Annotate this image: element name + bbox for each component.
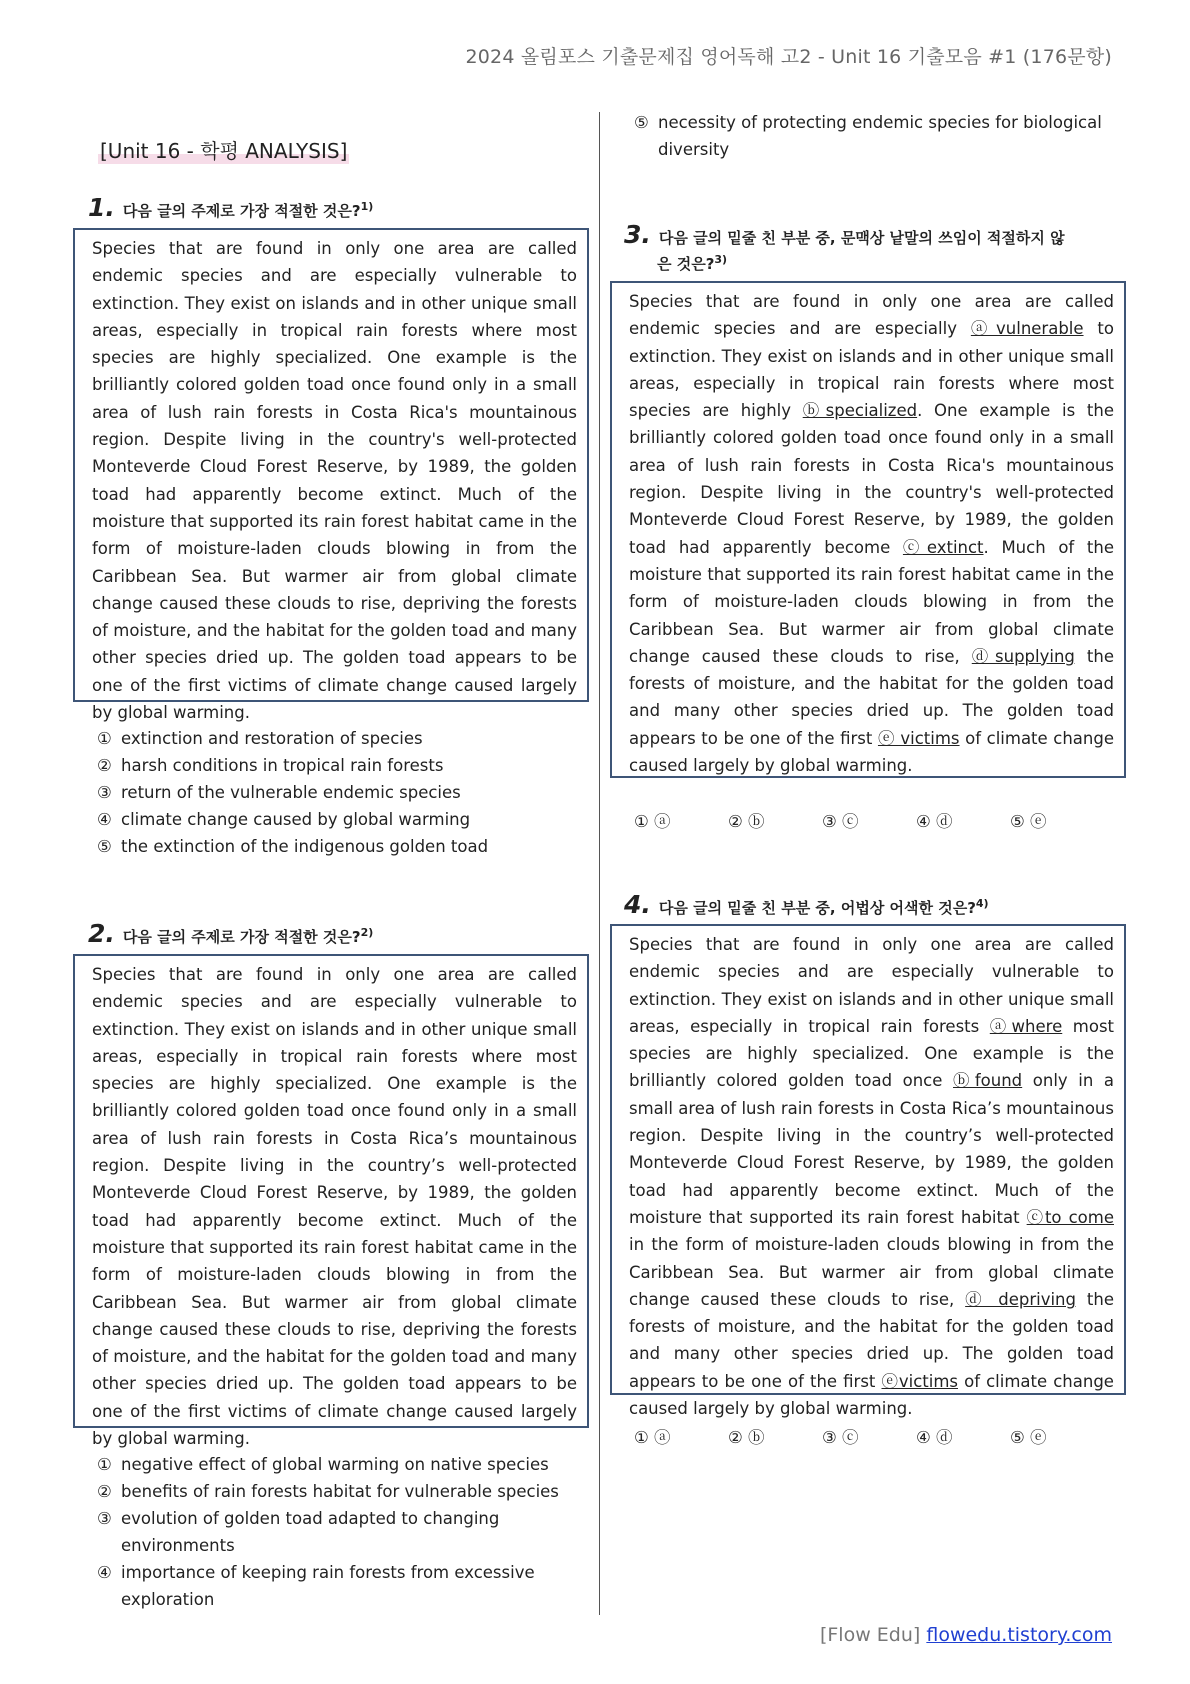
q3-choices (634, 808, 1104, 832)
q2-option-3[interactable]: ③ evolution of golden toad adapted to changing (97, 1509, 500, 1528)
q4-underline-e: ⓔvictims (881, 1371, 958, 1391)
q1-option-5[interactable]: ⑤ the extinction of the indigenous golden toad (97, 837, 489, 856)
q4-underline-d: ⓓ depriving (965, 1289, 1076, 1309)
q3-choice-2[interactable]: ② ⓑ (728, 812, 765, 831)
q3-underline-a: ⓐvulnerable (970, 319, 1084, 339)
q1-footnote: 1) (360, 200, 374, 213)
q2-option-3-cont: environments (121, 1536, 235, 1555)
q2-passage-box (73, 954, 589, 1449)
q4-underline-c: ⓒto come (1026, 1207, 1114, 1227)
q2-options (97, 1451, 559, 1613)
q3-number: 3. (624, 220, 651, 249)
q1-passage-box (73, 228, 589, 723)
q4-choice-1[interactable]: ① ⓐ (634, 1428, 671, 1447)
q4-passage: Species that are found in only one area are called endemic species and are especially vulnerable to extinction. They exist on islands and in other unique small areas, especially in tropical rain forests ⓐwhere most species are highly specialized. One example is the brilliantly colored golden toad once ⓑfound only in a small area of lush rain forests in Costa Rica’s mountainous region. Despite living in the country’s well-protected Monteverde Cloud Forest Reserve, by 1989, the golden toad had apparently become extinct. Much of the moisture that supported its rain forest habitat ⓒto come in the form of moisture-laden clouds blowing in from the Caribbean Sea. But warmer air from global climate change caused these clouds to rise, ⓓ depriving the forests of moisture, and the habitat for the golden toad and many other species dried up. The golden toad appears to be one of the first ⓔvictims of climate change caused largely by global warming. (629, 935, 1115, 1419)
q2-footnote: 2) (360, 926, 374, 939)
q1-options (97, 725, 488, 860)
q4-choice-5[interactable]: ⑤ ⓔ (1010, 1428, 1047, 1447)
q4-choices (634, 1424, 1104, 1448)
q1-number: 1. (88, 193, 115, 222)
document-footer (820, 1624, 1112, 1646)
q2-prompt: 다음 글의 주제로 가장 적절한 것은? (122, 928, 361, 946)
q1-option-2[interactable]: ② harsh conditions in tropical rain forests (97, 756, 444, 775)
q3-underline-e: ⓔ victims (877, 728, 960, 748)
q4-underline-b: ⓑfound (953, 1071, 1023, 1091)
q4-passage-box (610, 924, 1126, 1419)
q3-choice-4[interactable]: ④ ⓓ (916, 812, 953, 831)
q3-choice-1[interactable]: ① ⓐ (634, 812, 671, 831)
q4-heading (624, 890, 989, 919)
q4-prompt: 다음 글의 밑줄 친 부분 중, 어법상 어색한 것은? (658, 899, 976, 917)
q4-choice-4[interactable]: ④ ⓓ (916, 1428, 953, 1447)
q2-heading (88, 919, 374, 948)
footer-link[interactable]: flowedu.tistory.com (926, 1624, 1112, 1646)
q1-heading (88, 193, 374, 222)
q1-passage: Species that are found in only one area are called endemic species and are especially vulnerable to extinction. They exist on islands and in other unique small areas, especially in tropical rain forests where most species are highly specialized. One example is the brilliantly colored golden toad once found only in a small area of lush rain forests in Costa Rica's mountainous region. Despite living in the country's well-protected Monteverde Cloud Forest Reserve, by 1989, the golden toad had apparently become extinct. Much of the moisture that supported its rain forest habitat came in the form of moisture-laden clouds blowing in from the Caribbean Sea. But warmer air from global climate change caused these clouds to rise, depriving the forests of moisture, and the habitat for the golden toad and many other species dried up. The golden toad appears to be one of the first victims of climate change caused largely by global warming. (92, 239, 577, 723)
q2-passage: Species that are found in only one area are called endemic species and are especially vulnerable to extinction. They exist on islands and in other unique small areas, especially in tropical rain forests where most species are highly specialized. One example is the brilliantly colored golden toad once found only in a small area of lush rain forests in Costa Rica’s mountainous region. Despite living in the country’s well-protected Monteverde Cloud Forest Reserve, by 1989, the golden toad had apparently become extinct. Much of the moisture that supported its rain forest habitat came in the form of moisture-laden clouds blowing in from the Caribbean Sea. But warmer air from global climate change caused these clouds to rise, depriving the forests of moisture, and the habitat for the golden toad and many other species dried up. The golden toad appears to be one of the first victims of climate change caused largely by global warming. (92, 965, 577, 1449)
q3-prompt-line2: 은 것은? (657, 255, 715, 273)
q2-option-4-cont: exploration (121, 1590, 215, 1609)
q3-choice-5[interactable]: ⑤ ⓔ (1010, 812, 1047, 831)
q4-choice-2[interactable]: ② ⓑ (728, 1428, 765, 1447)
q2-option-4[interactable]: ④ importance of keeping rain forests from excessive (97, 1563, 535, 1582)
q3-choice-3[interactable]: ③ ⓒ (822, 812, 859, 831)
unit-title: [Unit 16 - 학평 ANALYSIS] (98, 135, 349, 164)
q1-option-4[interactable]: ④ climate change caused by global warming (97, 810, 471, 829)
q3-underline-b: ⓑspecialized (802, 401, 918, 421)
q3-passage: Species that are found in only one area are called endemic species and are especially ⓐvulnerable to extinction. They exist on islands and in other unique small areas, especially in tropical rain forests where most species are highly ⓑspecialized. One example is the brilliantly colored golden toad once found only in a small area of lush rain forests in Costa Rica's mountainous region. Despite living in the country's well-protected Monteverde Cloud Forest Reserve, by 1989, the golden toad had apparently become ⓒextinct. Much of the moisture that supported its rain forest habitat came in the form of moisture-laden clouds blowing in from the Caribbean Sea. But warmer air from global climate change caused these clouds to rise, ⓓsupplying the forests of moisture, and the habitat for the golden toad and many other species dried up. The golden toad appears to be one of the first ⓔ victims of climate change caused largely by global warming. (629, 292, 1115, 776)
q2-option-5[interactable]: ⑤ necessity of protecting endemic species for biological (634, 113, 1102, 132)
q2-option-1[interactable]: ① negative effect of global warming on native species (97, 1455, 549, 1474)
q1-prompt: 다음 글의 주제로 가장 적절한 것은? (122, 202, 361, 220)
q2-option-5-cont: diversity (658, 140, 730, 159)
q3-footnote: 3) (714, 253, 728, 266)
column-divider (599, 112, 600, 1615)
q4-number: 4. (624, 890, 651, 919)
q2-options-continued (634, 109, 1102, 163)
q3-underline-c: ⓒextinct (902, 537, 984, 557)
q4-underline-a: ⓐwhere (989, 1016, 1063, 1036)
q1-option-3[interactable]: ③ return of the vulnerable endemic species (97, 783, 461, 802)
document-header: 2024 올림포스 기출문제집 영어독해 고2 - Unit 16 기출모음 #1 (176문항) (465, 46, 1112, 68)
q2-option-2[interactable]: ② benefits of rain forests habitat for vulnerable species (97, 1482, 559, 1501)
q3-heading (624, 220, 1124, 275)
footer-brand: [Flow Edu] (819, 1624, 921, 1646)
q3-passage-box (610, 281, 1126, 778)
q4-choice-3[interactable]: ③ ⓒ (822, 1428, 859, 1447)
q3-underline-d: ⓓsupplying (971, 646, 1075, 666)
q1-option-1[interactable]: ① extinction and restoration of species (97, 729, 423, 748)
q4-footnote: 4) (975, 897, 989, 910)
q3-prompt-line1: 다음 글의 밑줄 친 부분 중, 문맥상 낱말의 쓰임이 적절하지 않 (658, 229, 1065, 247)
q2-number: 2. (88, 919, 115, 948)
